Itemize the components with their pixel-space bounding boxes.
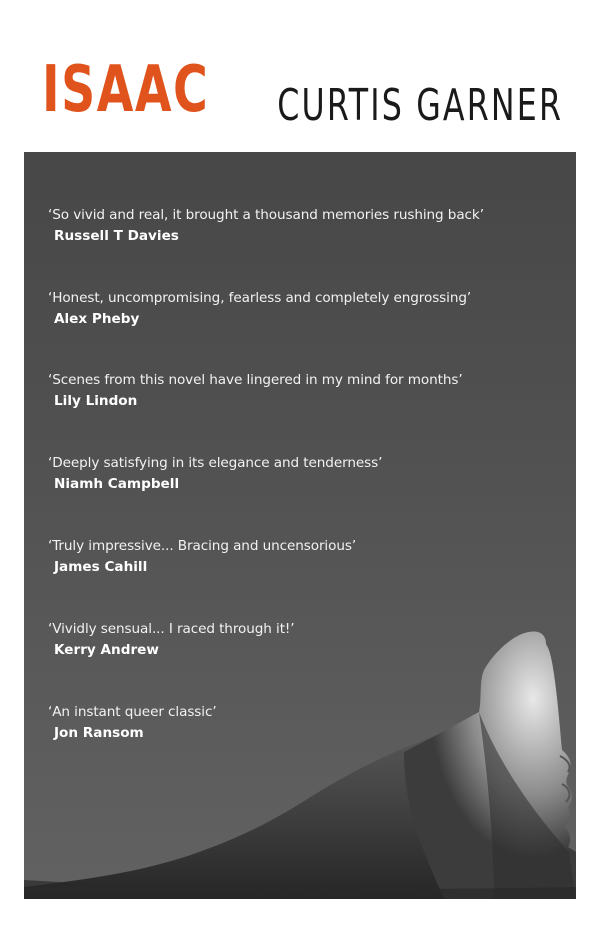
profile-silhouette-icon: [24, 152, 576, 899]
quote-text: ‘Vividly sensual... I raced through it!’: [48, 621, 295, 637]
quote-text: ‘Honest, uncompromising, fearless and completely engrossing’: [48, 290, 472, 306]
quote-attribution: Niamh Campbell: [54, 476, 180, 492]
review-quote: [48, 206, 558, 245]
quote-attribution: Alex Pheby: [54, 311, 140, 327]
quote-attribution: Russell T Davies: [54, 228, 179, 244]
review-quote: [48, 537, 558, 576]
book-title: ISAAC: [42, 53, 210, 127]
review-quote: [48, 620, 558, 659]
quote-text: ‘Deeply satisfying in its elegance and tenderness’: [48, 455, 383, 471]
review-quote: [48, 454, 558, 493]
quote-text: ‘An instant queer classic’: [48, 704, 217, 720]
quote-attribution: Kerry Andrew: [54, 642, 159, 658]
quote-text: ‘Truly impressive... Bracing and uncensorious’: [48, 538, 357, 554]
quote-text: ‘So vivid and real, it brought a thousand memories rushing back’: [48, 207, 484, 223]
bottom-margin: [0, 899, 600, 925]
author-name: CURTIS GARNER: [277, 80, 563, 131]
quote-attribution: James Cahill: [54, 559, 148, 575]
quote-attribution: Jon Ransom: [54, 725, 144, 741]
quote-text: ‘Scenes from this novel have lingered in my mind for months’: [48, 372, 463, 388]
review-quote: [48, 703, 558, 742]
review-quote: [48, 371, 558, 410]
photo-panel: [24, 152, 576, 899]
review-quote: [48, 289, 558, 328]
quote-attribution: Lily Lindon: [54, 393, 138, 409]
cover-header: [0, 0, 600, 152]
